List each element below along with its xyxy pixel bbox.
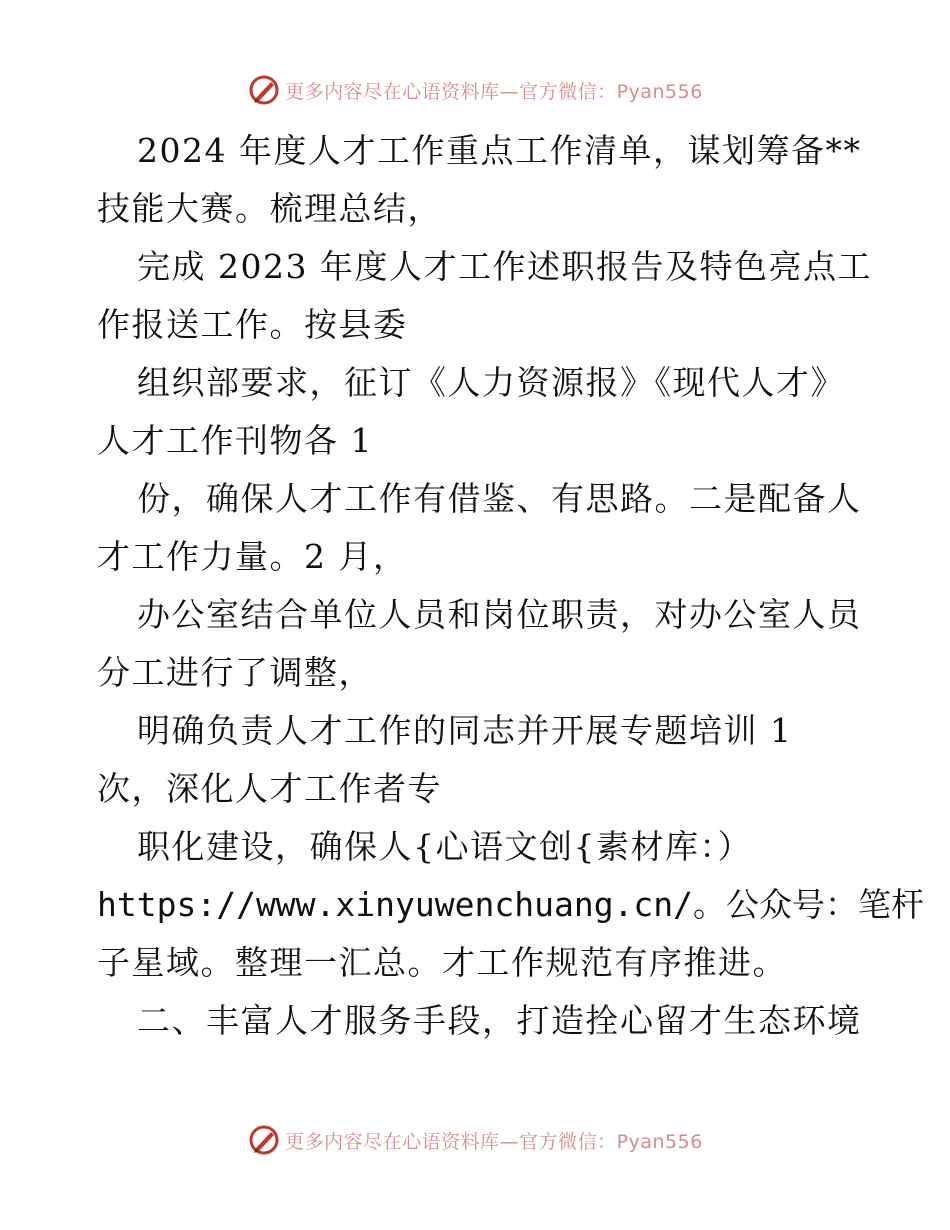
document-body [97,122,925,1050]
body-line: 职化建设，确保人{心语文创{素材库：） [137,827,752,866]
body-line: 明确负责人才工作的同志并开展专题培训 1 [137,711,793,750]
body-line-url: https://www.xinyuwenchuang.cn/。公众号：笔杆 [97,885,925,924]
header-banner-text: 更多内容尽在心语资料库—官方微信：Pyan556 [285,80,703,103]
body-line: 组织部要求，征订《人力资源报》《现代人才》 [137,363,845,402]
body-line: 完成 2023 年度人才工作述职报告及特色亮点工 [137,247,872,286]
header-banner [0,70,950,110]
section-heading: 二、丰富人才服务手段，打造拴心留才生态环境 [137,1001,862,1040]
footer-banner [0,1120,950,1160]
body-line: 份，确保人才工作有借鉴、有思路。二是配备人 [137,479,862,518]
pen-logo-icon [247,1123,281,1157]
body-line: 人才工作刊物各 1 [97,421,373,460]
body-line: 技能大赛。梳理总结， [97,189,442,228]
body-line: 才工作力量。2 月， [97,537,408,576]
body-line: 子星域。整理一汇总。才工作规范有序推进。 [97,943,787,982]
body-line: 次，深化人才工作者专 [97,769,442,808]
body-line: 作报送工作。按县委 [97,305,408,344]
body-line: 分工进行了调整， [97,653,373,692]
pen-logo-icon [247,73,281,107]
body-line: 办公室结合单位人员和岗位职责，对办公室人员 [137,595,862,634]
body-line: 2024 年度人才工作重点工作清单，谋划筹备** [137,131,862,170]
footer-banner-text: 更多内容尽在心语资料库—官方微信：Pyan556 [285,1130,703,1153]
